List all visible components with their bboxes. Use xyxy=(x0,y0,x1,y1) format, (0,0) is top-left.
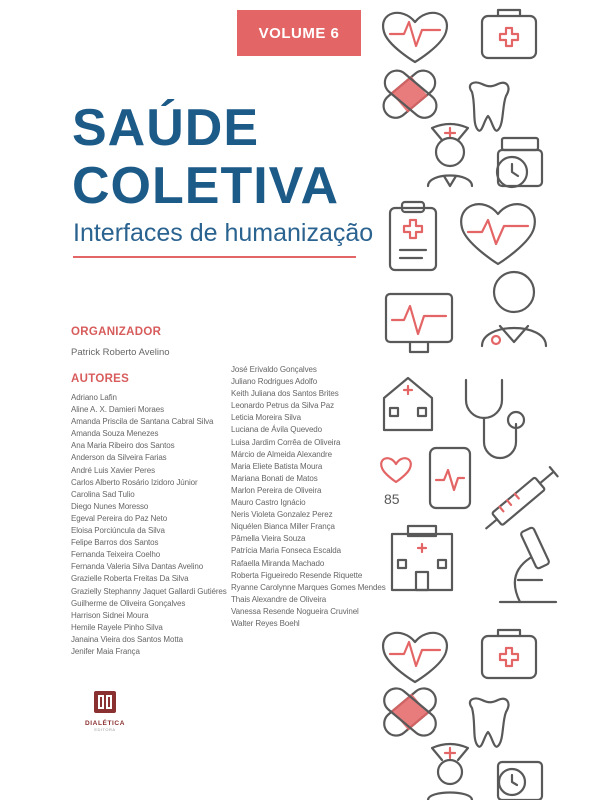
first-aid-kit-icon xyxy=(482,10,536,58)
author-name: Fernanda Valeria Silva Dantas Avelino xyxy=(71,562,204,572)
heart-rate-icon xyxy=(381,458,411,482)
author-name: Luisa Jardim Corrêa de Oliveira xyxy=(231,437,341,447)
author-name: Eloisa Porciúncula da Silva xyxy=(71,526,165,536)
bandage-icon xyxy=(379,684,440,741)
author-name: Márcio de Almeida Alexandre xyxy=(231,449,332,459)
author-name: Fernanda Teixeira Coelho xyxy=(71,550,161,560)
author-name: Leticia Moreira Silva xyxy=(231,413,301,423)
heart-rate-value: 85 xyxy=(384,491,400,507)
subtitle: Interfaces de humanização xyxy=(73,219,374,247)
author-name: Amanda Priscila de Santana Cabral Silva xyxy=(71,417,214,427)
health-icons-art xyxy=(370,0,600,800)
tooth-icon xyxy=(470,82,509,130)
building-icon xyxy=(392,526,452,590)
author-name: Maria Eliete Batista Moura xyxy=(231,461,323,471)
author-name: Adriano Lafin xyxy=(71,393,117,402)
title-line-1: SAÚDE xyxy=(72,99,260,157)
publisher-subtitle: EDITORA xyxy=(94,727,116,732)
author-name: Leonardo Petrus da Silva Paz xyxy=(231,401,335,411)
volume-badge: VOLUME 6 xyxy=(237,10,361,56)
organizer-name: Patrick Roberto Avelino xyxy=(71,347,170,358)
author-name: André Luis Xavier Peres xyxy=(71,465,155,475)
first-aid-kit-icon xyxy=(482,630,536,678)
title-divider xyxy=(73,256,356,258)
authors-column-1 xyxy=(71,392,227,658)
author-name: Roberta Figueiredo Resende Riquette xyxy=(231,570,363,580)
publisher-mark-icon xyxy=(93,690,117,714)
medicine-bottle-icon xyxy=(498,138,542,186)
clipboard-icon xyxy=(390,202,436,270)
author-name: Luciana de Ávila Quevedo xyxy=(231,425,322,435)
publisher-name: DIALÉTICA xyxy=(84,720,126,727)
author-name: Keith Juliana dos Santos Brites xyxy=(231,389,339,399)
author-name: Egeval Pereira do Paz Neto xyxy=(71,513,168,523)
phone-ecg-icon xyxy=(430,448,470,508)
author-name: Juliano Rodrigues Adolfo xyxy=(231,377,318,387)
heart-monitor-icon xyxy=(383,13,447,62)
organizer-heading: ORGANIZADOR xyxy=(71,326,162,338)
ecg-monitor-icon xyxy=(386,294,452,352)
author-name: Neris Violeta Gonzalez Perez xyxy=(231,510,333,520)
heart-monitor-icon xyxy=(383,633,447,682)
author-name: Janaina Vieira dos Santos Motta xyxy=(71,634,183,644)
nurse-icon xyxy=(428,124,472,186)
nurse-icon xyxy=(428,744,472,800)
author-name: Guilherme de Oliveira Gonçalves xyxy=(71,598,186,608)
title-line-2: COLETIVA xyxy=(72,157,340,215)
clock-icon xyxy=(498,762,542,800)
publisher-logo xyxy=(80,690,130,732)
author-name: Patrícia Maria Fonseca Escalda xyxy=(231,546,341,556)
author-name: Jenifer Maia França xyxy=(71,646,140,656)
author-name: Hemile Rayele Pinho Silva xyxy=(71,622,163,632)
author-name: José Erivaldo Gonçalves xyxy=(231,365,317,374)
author-name: Rafaella Miranda Machado xyxy=(231,558,325,568)
author-name: Marlon Pereira de Oliveira xyxy=(231,485,322,495)
author-name: Ryanne Carolynne Marques Gomes Mendes xyxy=(231,582,386,592)
doctor-icon xyxy=(482,272,546,346)
author-name: Niquélen Bianca Miller França xyxy=(231,522,335,532)
author-name: Vanessa Resende Nogueira Cruvinel xyxy=(231,606,359,616)
authors-heading: AUTORES xyxy=(71,373,130,385)
author-name: Anderson da Silveira Farias xyxy=(71,453,167,463)
author-name: Pâmella Vieira Souza xyxy=(231,534,306,544)
syringe-icon xyxy=(481,466,559,535)
author-name: Amanda Souza Menezes xyxy=(71,429,159,439)
author-name: Carolina Sad Tulio xyxy=(71,489,135,499)
bandage-icon xyxy=(379,66,442,123)
author-name: Mariana Bonati de Matos xyxy=(231,473,318,483)
author-name: Walter Reyes Boehl xyxy=(231,618,300,628)
tooth-icon xyxy=(470,698,509,746)
heart-pulse-icon xyxy=(461,204,535,264)
clock-icon xyxy=(497,157,527,187)
icon-strip xyxy=(370,0,600,800)
hospital-icon xyxy=(384,378,432,430)
author-name: Aline A. X. Damieri Moraes xyxy=(71,405,164,415)
author-name: Grazielly Stephanny Jaquet Gallardi Gutiéres xyxy=(71,586,227,596)
microscope-icon xyxy=(500,527,556,602)
author-name: Diego Nunes Moresso xyxy=(71,501,149,511)
authors-column-2 xyxy=(231,364,386,630)
author-name: Mauro Castro Ignácio xyxy=(231,498,306,508)
stethoscope-icon xyxy=(466,380,524,458)
author-name: Ana Maria Ribeiro dos Santos xyxy=(71,441,175,451)
author-name: Grazielle Roberta Freitas Da Silva xyxy=(71,574,189,584)
author-name: Thais Alexandre de Oliveira xyxy=(231,594,327,604)
author-name: Felipe Barros dos Santos xyxy=(71,538,159,548)
author-name: Carlos Alberto Rosário Izidoro Júnior xyxy=(71,477,198,487)
author-name: Harrison Sidnei Moura xyxy=(71,610,149,620)
